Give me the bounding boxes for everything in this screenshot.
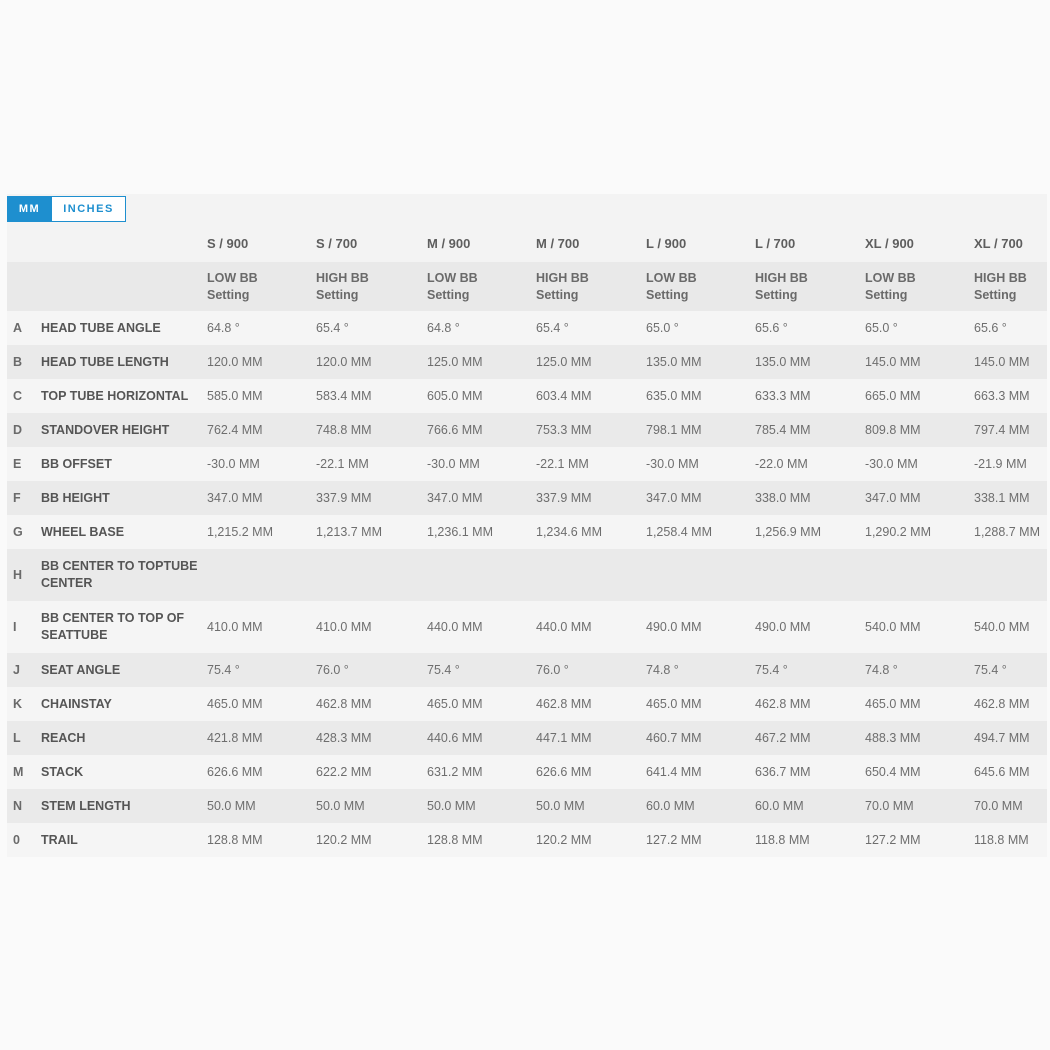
cell-value: 633.3 MM bbox=[755, 389, 811, 403]
geometry-table bbox=[7, 224, 1047, 857]
cell-value: 337.9 MM bbox=[316, 491, 372, 505]
table-row bbox=[7, 721, 1047, 755]
setting-header-row bbox=[7, 262, 1047, 311]
cell-value: 50.0 MM bbox=[207, 799, 256, 813]
cell-value bbox=[316, 549, 427, 601]
cell-value: 540.0 MM bbox=[865, 620, 921, 634]
header-spacer bbox=[7, 224, 41, 262]
cell-value: 64.8 ° bbox=[207, 321, 240, 335]
cell-value bbox=[755, 549, 865, 601]
cell-value: 347.0 MM bbox=[646, 491, 702, 505]
cell-value: 60.0 MM bbox=[646, 799, 695, 813]
cell-value: 120.0 MM bbox=[316, 355, 372, 369]
cell-value bbox=[207, 549, 316, 601]
table-row bbox=[7, 447, 1047, 481]
row-label: STANDOVER HEIGHT bbox=[41, 422, 170, 437]
cell-value: 626.6 MM bbox=[536, 765, 592, 779]
setting-label: Setting bbox=[427, 287, 470, 302]
cell-value: 120.2 MM bbox=[316, 833, 372, 847]
cell-value: 65.6 ° bbox=[755, 321, 788, 335]
cell-value bbox=[536, 549, 646, 601]
cell-value: 64.8 ° bbox=[427, 321, 460, 335]
row-letter: 0 bbox=[13, 833, 20, 847]
cell-value: 785.4 MM bbox=[755, 423, 811, 437]
cell-value: 125.0 MM bbox=[427, 355, 483, 369]
cell-value: 135.0 MM bbox=[755, 355, 811, 369]
row-label: TOP TUBE HORIZONTAL bbox=[41, 388, 189, 403]
cell-value: -30.0 MM bbox=[646, 457, 699, 471]
cell-value: 762.4 MM bbox=[207, 423, 263, 437]
cell-value: 462.8 MM bbox=[974, 697, 1030, 711]
row-letter: B bbox=[13, 355, 23, 369]
cell-value: 465.0 MM bbox=[646, 697, 702, 711]
setting-label: Setting bbox=[755, 287, 798, 302]
setting-header bbox=[316, 262, 427, 311]
size-header: M / 700 bbox=[536, 235, 580, 251]
setting-label: Setting bbox=[646, 287, 689, 302]
cell-value: 347.0 MM bbox=[207, 491, 263, 505]
row-letter: E bbox=[13, 457, 22, 471]
cell-value: 462.8 MM bbox=[755, 697, 811, 711]
cell-value: 490.0 MM bbox=[755, 620, 811, 634]
row-label: BB HEIGHT bbox=[41, 490, 110, 505]
setting-bb-label: HIGH BB bbox=[536, 270, 589, 285]
setting-bb-label: LOW BB bbox=[207, 270, 258, 285]
cell-value bbox=[865, 549, 974, 601]
table-row bbox=[7, 345, 1047, 379]
size-header: L / 700 bbox=[755, 235, 796, 251]
inches-toggle-button[interactable]: INCHES bbox=[52, 196, 126, 222]
cell-value bbox=[646, 549, 755, 601]
cell-value: 622.2 MM bbox=[316, 765, 372, 779]
table-row bbox=[7, 413, 1047, 447]
cell-value: -22.1 MM bbox=[316, 457, 369, 471]
size-header: XL / 900 bbox=[865, 235, 914, 251]
cell-value: 641.4 MM bbox=[646, 765, 702, 779]
cell-value: 135.0 MM bbox=[646, 355, 702, 369]
size-header: XL / 700 bbox=[974, 235, 1023, 251]
cell-value: 145.0 MM bbox=[974, 355, 1030, 369]
cell-value: 338.0 MM bbox=[755, 491, 811, 505]
cell-value bbox=[427, 549, 536, 601]
cell-value: 65.4 ° bbox=[536, 321, 569, 335]
cell-value: 128.8 MM bbox=[427, 833, 483, 847]
table-row bbox=[7, 601, 1047, 653]
setting-label: Setting bbox=[974, 287, 1017, 302]
setting-header bbox=[974, 262, 1047, 311]
cell-value: 462.8 MM bbox=[316, 697, 372, 711]
cell-value: -22.0 MM bbox=[755, 457, 808, 471]
cell-value: 1,290.2 MM bbox=[865, 525, 932, 539]
cell-value: 65.0 ° bbox=[865, 321, 898, 335]
header-spacer bbox=[7, 262, 41, 311]
size-header: L / 900 bbox=[646, 235, 687, 251]
cell-value: 1,258.4 MM bbox=[646, 525, 713, 539]
setting-bb-label: LOW BB bbox=[427, 270, 478, 285]
cell-value: 118.8 MM bbox=[755, 833, 810, 847]
table-row bbox=[7, 789, 1047, 823]
cell-value: 797.4 MM bbox=[974, 423, 1030, 437]
cell-value: 70.0 MM bbox=[974, 799, 1023, 813]
cell-value: 128.8 MM bbox=[207, 833, 263, 847]
cell-value: 605.0 MM bbox=[427, 389, 483, 403]
row-label: HEAD TUBE LENGTH bbox=[41, 354, 169, 369]
cell-value: 120.2 MM bbox=[536, 833, 592, 847]
cell-value: 467.2 MM bbox=[755, 731, 811, 745]
cell-value: 1,215.2 MM bbox=[207, 525, 274, 539]
cell-value: 1,288.7 MM bbox=[974, 525, 1041, 539]
cell-value: 60.0 MM bbox=[755, 799, 804, 813]
cell-value: 1,236.1 MM bbox=[427, 525, 494, 539]
cell-value: 75.4 ° bbox=[207, 663, 240, 677]
table-row bbox=[7, 379, 1047, 413]
cell-value: 663.3 MM bbox=[974, 389, 1030, 403]
row-letter: N bbox=[13, 799, 23, 813]
cell-value: -21.9 MM bbox=[974, 457, 1027, 471]
cell-value: 74.8 ° bbox=[646, 663, 679, 677]
cell-value: 583.4 MM bbox=[316, 389, 372, 403]
cell-value: 626.6 MM bbox=[207, 765, 263, 779]
cell-value: 462.8 MM bbox=[536, 697, 592, 711]
table-row bbox=[7, 481, 1047, 515]
cell-value: 410.0 MM bbox=[207, 620, 263, 634]
setting-bb-label: LOW BB bbox=[865, 270, 916, 285]
cell-value: 337.9 MM bbox=[536, 491, 592, 505]
row-letter: H bbox=[13, 568, 23, 582]
cell-value: 631.2 MM bbox=[427, 765, 483, 779]
table-row bbox=[7, 653, 1047, 687]
cell-value: 636.7 MM bbox=[755, 765, 811, 779]
cell-value: 428.3 MM bbox=[316, 731, 372, 745]
cell-value: 488.3 MM bbox=[865, 731, 921, 745]
setting-header bbox=[755, 262, 865, 311]
cell-value: 540.0 MM bbox=[974, 620, 1030, 634]
row-label: CHAINSTAY bbox=[41, 696, 112, 711]
table-row bbox=[7, 549, 1047, 601]
cell-value: 490.0 MM bbox=[646, 620, 702, 634]
setting-label: Setting bbox=[207, 287, 250, 302]
row-letter: A bbox=[13, 321, 23, 335]
cell-value: 447.1 MM bbox=[536, 731, 592, 745]
cell-value: 347.0 MM bbox=[427, 491, 483, 505]
cell-value: -30.0 MM bbox=[427, 457, 480, 471]
cell-value: -30.0 MM bbox=[865, 457, 918, 471]
cell-value: 50.0 MM bbox=[316, 799, 365, 813]
cell-value: 50.0 MM bbox=[427, 799, 476, 813]
setting-bb-label: HIGH BB bbox=[755, 270, 808, 285]
cell-value: 75.4 ° bbox=[755, 663, 788, 677]
cell-value: 347.0 MM bbox=[865, 491, 921, 505]
row-letter: I bbox=[13, 620, 17, 634]
setting-label: Setting bbox=[865, 287, 908, 302]
cell-value: 798.1 MM bbox=[646, 423, 702, 437]
cell-value: 75.4 ° bbox=[974, 663, 1007, 677]
row-letter: M bbox=[13, 765, 24, 779]
cell-value: 465.0 MM bbox=[865, 697, 921, 711]
setting-header bbox=[536, 262, 646, 311]
row-letter: G bbox=[13, 525, 23, 539]
cell-value: 440.0 MM bbox=[536, 620, 592, 634]
row-letter: L bbox=[13, 731, 21, 745]
size-header: S / 900 bbox=[207, 235, 249, 251]
cell-value: 410.0 MM bbox=[316, 620, 372, 634]
cell-value: 338.1 MM bbox=[974, 491, 1030, 505]
row-letter: D bbox=[13, 423, 23, 437]
cell-value: 645.6 MM bbox=[974, 765, 1030, 779]
cell-value: 460.7 MM bbox=[646, 731, 702, 745]
cell-value: 766.6 MM bbox=[427, 423, 483, 437]
cell-value: 118.8 MM bbox=[974, 833, 1029, 847]
cell-value: 421.8 MM bbox=[207, 731, 263, 745]
row-letter: K bbox=[13, 697, 23, 711]
row-label: BB CENTER TO TOPTUBE CENTER bbox=[41, 559, 198, 590]
cell-value: 65.6 ° bbox=[974, 321, 1007, 335]
geometry-panel bbox=[7, 194, 1047, 857]
cell-value: 50.0 MM bbox=[536, 799, 585, 813]
unit-toggle bbox=[7, 194, 1047, 224]
cell-value: 127.2 MM bbox=[646, 833, 702, 847]
setting-label: Setting bbox=[536, 287, 579, 302]
header-spacer bbox=[41, 262, 207, 311]
cell-value: 76.0 ° bbox=[536, 663, 569, 677]
cell-value: -30.0 MM bbox=[207, 457, 260, 471]
mm-toggle-button[interactable]: MM bbox=[7, 196, 52, 222]
cell-value: 603.4 MM bbox=[536, 389, 592, 403]
cell-value: 665.0 MM bbox=[865, 389, 921, 403]
table-row bbox=[7, 311, 1047, 345]
cell-value: 465.0 MM bbox=[427, 697, 483, 711]
setting-label: Setting bbox=[316, 287, 359, 302]
cell-value: 74.8 ° bbox=[865, 663, 898, 677]
row-label: TRAIL bbox=[41, 832, 78, 847]
cell-value: 65.4 ° bbox=[316, 321, 349, 335]
table-row bbox=[7, 823, 1047, 857]
cell-value: 75.4 ° bbox=[427, 663, 460, 677]
cell-value: 127.2 MM bbox=[865, 833, 921, 847]
setting-header bbox=[427, 262, 536, 311]
cell-value: 1,213.7 MM bbox=[316, 525, 383, 539]
cell-value: 1,234.6 MM bbox=[536, 525, 603, 539]
setting-header bbox=[646, 262, 755, 311]
cell-value: 753.3 MM bbox=[536, 423, 592, 437]
cell-value: 650.4 MM bbox=[865, 765, 921, 779]
header-spacer bbox=[41, 224, 207, 262]
table-row bbox=[7, 687, 1047, 721]
geometry-rows bbox=[7, 311, 1047, 857]
setting-header bbox=[865, 262, 974, 311]
cell-value: 120.0 MM bbox=[207, 355, 263, 369]
row-label: REACH bbox=[41, 730, 86, 745]
cell-value: 125.0 MM bbox=[536, 355, 592, 369]
setting-header bbox=[207, 262, 316, 311]
cell-value: 70.0 MM bbox=[865, 799, 914, 813]
cell-value: 76.0 ° bbox=[316, 663, 349, 677]
cell-value bbox=[974, 549, 1047, 601]
cell-value: 809.8 MM bbox=[865, 423, 921, 437]
row-label: HEAD TUBE ANGLE bbox=[41, 320, 161, 335]
row-label: STACK bbox=[41, 764, 84, 779]
row-label: BB OFFSET bbox=[41, 456, 112, 471]
cell-value: 465.0 MM bbox=[207, 697, 263, 711]
row-letter: F bbox=[13, 491, 21, 505]
setting-bb-label: LOW BB bbox=[646, 270, 697, 285]
cell-value: 145.0 MM bbox=[865, 355, 921, 369]
size-header: S / 700 bbox=[316, 235, 358, 251]
row-letter: J bbox=[13, 663, 20, 677]
cell-value: 635.0 MM bbox=[646, 389, 702, 403]
size-header: M / 900 bbox=[427, 235, 471, 251]
cell-value: 585.0 MM bbox=[207, 389, 263, 403]
row-label: SEAT ANGLE bbox=[41, 662, 121, 677]
setting-bb-label: HIGH BB bbox=[974, 270, 1027, 285]
row-label: WHEEL BASE bbox=[41, 524, 125, 539]
cell-value: -22.1 MM bbox=[536, 457, 589, 471]
cell-value: 440.6 MM bbox=[427, 731, 483, 745]
cell-value: 65.0 ° bbox=[646, 321, 679, 335]
cell-value: 440.0 MM bbox=[427, 620, 483, 634]
table-row bbox=[7, 515, 1047, 549]
cell-value: 1,256.9 MM bbox=[755, 525, 822, 539]
cell-value: 494.7 MM bbox=[974, 731, 1030, 745]
row-label: BB CENTER TO TOP OF SEATTUBE bbox=[41, 611, 185, 642]
row-letter: C bbox=[13, 389, 23, 403]
table-row bbox=[7, 755, 1047, 789]
size-header-row bbox=[7, 224, 1047, 262]
row-label: STEM LENGTH bbox=[41, 798, 131, 813]
setting-bb-label: HIGH BB bbox=[316, 270, 369, 285]
cell-value: 748.8 MM bbox=[316, 423, 372, 437]
